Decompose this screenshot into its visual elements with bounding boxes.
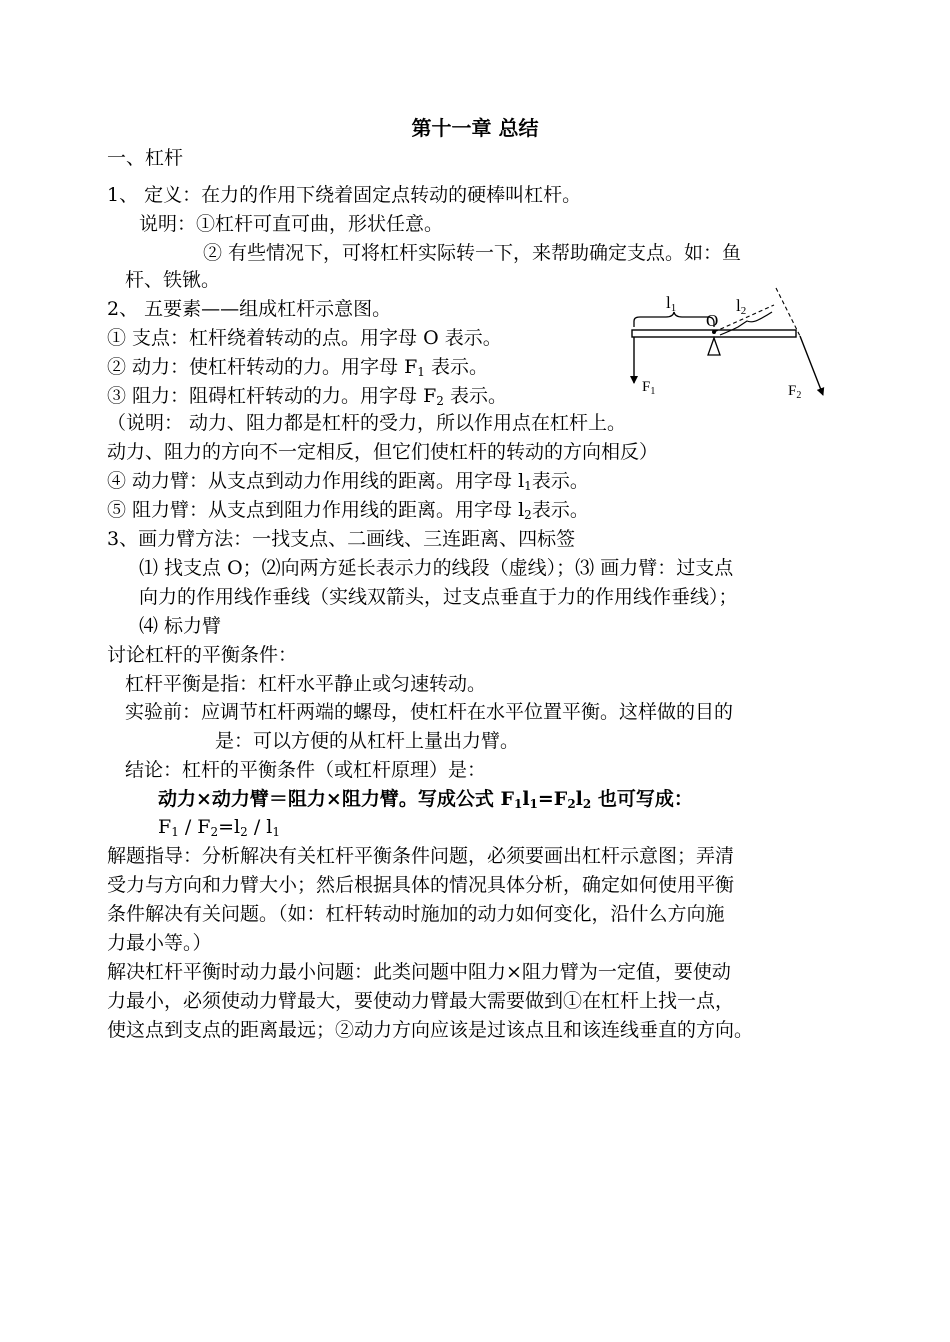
formula-sub: 1 — [513, 797, 523, 811]
method-line-3: ⑷ 标力臂 — [139, 615, 222, 637]
discussion-heading: 讨论杠杆的平衡条件： — [107, 644, 298, 666]
formula-part: =F — [537, 788, 568, 810]
lever-diagram — [626, 283, 836, 403]
method-line-2: 向力的作用线作垂线（实线双箭头，过支点垂直于力的作用线作垂线）； — [139, 586, 738, 608]
note-line-1: 说明：①杠杆可直可曲，形状任意。 — [139, 213, 444, 235]
guide-line-4: 力最小等。） — [107, 932, 212, 954]
explanation-line-1: （说明： 动力、阻力都是杠杆的受力，所以作用点在杠杆上。 — [107, 412, 627, 434]
min-force-line-1: 解决杠杆平衡时动力最小问题：此类问题中阻力×阻力臂为一定值，要使动 — [107, 961, 731, 983]
balance-formula — [158, 787, 693, 811]
method-line-1: ⑴ 找支点 O；⑵向两方延长表示力的线段（虚线）；⑶ 画力臂：过支点 — [139, 557, 734, 579]
l1-sub: 1 — [670, 302, 677, 314]
ratio-sub: 1 — [272, 825, 280, 839]
guide-line-1: 解题指导：分析解决有关杠杆平衡条件问题，必须要画出杠杆示意图；弄清 — [107, 845, 735, 867]
ratio-sub: 1 — [171, 825, 179, 839]
element-load-text: ③ 阻力：阻碍杠杆转动的力。用字母 F — [107, 385, 437, 407]
section-heading-lever: 一、杠杆 — [107, 147, 184, 169]
formula-sub: 1 — [529, 797, 538, 811]
explanation-line-2: 动力、阻力的方向不一定相反，但它们使杠杆的转动的方向相反） — [107, 441, 659, 463]
five-elements-heading: 2、 五要素——组成杠杆示意图。 — [107, 298, 392, 320]
formula-part: 也可写成： — [591, 788, 693, 810]
l1-letter: l — [666, 293, 671, 312]
l2-sub: 2 — [740, 305, 747, 317]
element-fulcrum: ① 支点：杠杆绕着转动的点。用字母 O 表示。 — [107, 327, 502, 349]
guide-line-3: 条件解决有关问题。（如：杠杆转动时施加的动力如何变化，沿什么方向施 — [107, 903, 725, 925]
experiment-line-2: 是：可以方便的从杠杆上量出力臂。 — [215, 730, 520, 752]
f2-label — [788, 383, 801, 401]
conclusion-line: 结论：杠杆的平衡条件（或杠杆原理）是： — [125, 759, 487, 781]
l2-label — [736, 296, 746, 317]
ratio-formula — [158, 815, 280, 839]
f2-action-line — [776, 288, 800, 336]
ratio-part: / l — [247, 816, 273, 838]
element-effort — [107, 355, 488, 379]
l1-brace — [634, 312, 714, 327]
formula-part: l — [522, 788, 530, 810]
ratio-part: =l — [218, 816, 241, 838]
note-line-2b: 杆、铁锹。 — [125, 269, 221, 291]
formula-sub: 2 — [567, 797, 576, 811]
f2-sub: 2 — [796, 390, 802, 401]
element-effort-arm — [107, 469, 589, 493]
element-load-arm-tail: 表示。 — [531, 499, 589, 521]
element-load-arm — [107, 498, 589, 522]
l2-letter: l — [736, 296, 741, 315]
experiment-line-1: 实验前：应调节杠杆两端的螺母，使杠杆在水平位置平衡。这样做的目的 — [125, 701, 734, 723]
element-effort-text: ② 动力：使杠杆转动的力。用字母 F — [107, 356, 418, 378]
element-load — [107, 384, 507, 408]
element-effort-sub: 1 — [417, 365, 425, 379]
page-title: 第十一章 总结 — [411, 116, 539, 140]
element-load-sub: 2 — [436, 394, 444, 408]
ratio-sub: 2 — [210, 825, 219, 839]
element-load-arm-text: ⑤ 阻力臂：从支点到阻力作用线的距离。用字母 l — [107, 499, 525, 521]
l1-label — [666, 293, 676, 314]
definition-line: 1、 定义：在力的作用下绕着固定点转动的硬棒叫杠杆。 — [107, 184, 582, 206]
note-line-2a: ② 有些情况下，可将杠杆实际转一下，来帮助确定支点。如：鱼 — [203, 242, 742, 264]
formula-sub: 2 — [582, 797, 592, 811]
ratio-part: F — [158, 816, 172, 838]
ratio-sub: 2 — [240, 825, 248, 839]
formula-part: l — [575, 788, 583, 810]
element-effort-arm-text: ④ 动力臂：从支点到动力作用线的距离。用字母 l — [107, 470, 525, 492]
f1-label — [642, 379, 655, 397]
balance-definition: 杠杆平衡是指：杠杆水平静止或匀速转动。 — [125, 673, 487, 695]
fulcrum-triangle — [708, 338, 720, 355]
min-force-line-2: 力最小，必须使动力臂最大，要使动力臂最大需要做到①在杠杆上找一点， — [107, 990, 735, 1012]
f1-sub: 1 — [650, 386, 656, 397]
f1-letter: F — [642, 379, 651, 395]
element-effort-arm-sub: 1 — [524, 479, 532, 493]
element-load-tail: 表示。 — [443, 385, 507, 407]
element-effort-arm-tail: 表示。 — [531, 470, 589, 492]
f2-letter: F — [788, 383, 797, 399]
formula-part: 动力×动力臂＝阻力×阻力臂。写成公式 F — [158, 788, 514, 810]
guide-line-2: 受力与方向和力臂大小；然后根据具体的情况具体分析，确定如何使用平衡 — [107, 874, 735, 896]
min-force-line-3: 使这点到支点的距离最远；②动力方向应该是过该点且和该连线垂直的方向。 — [107, 1019, 754, 1041]
f2-arrow — [800, 336, 823, 395]
element-effort-tail: 表示。 — [424, 356, 488, 378]
method-heading: 3、画力臂方法：一找支点、二画线、三连距离、四标签 — [107, 528, 576, 550]
element-load-arm-sub: 2 — [524, 508, 532, 522]
ratio-part: / F — [178, 816, 211, 838]
o-label: O — [706, 311, 719, 330]
